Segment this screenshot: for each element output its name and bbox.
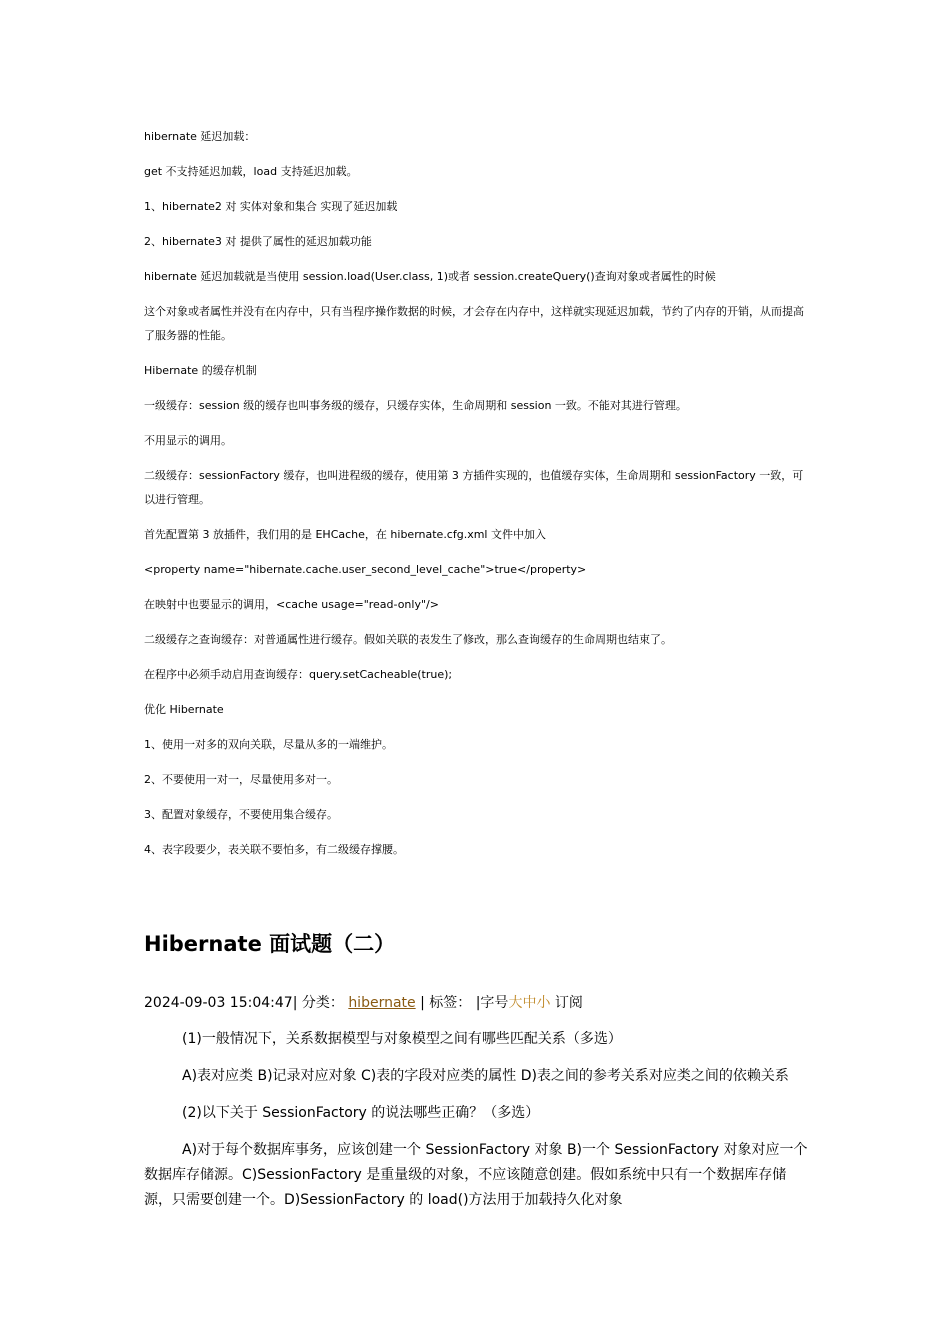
meta-date: 2024-09-03 15:04:47| <box>144 995 298 1011</box>
text-line: 1、hibernate2 对 实体对象和集合 实现了延迟加载 <box>144 200 398 213</box>
list-item: 2、不要使用一对一，尽量使用多对一。 <box>144 773 338 786</box>
text-line: 这个对象或者属性并没有在内存中，只有当程序操作数据的时候，才会存在内存中，这样就实现延迟加载，节约了内存的开销，从而提高了服务器的性能。 <box>144 305 804 342</box>
subscribe-link[interactable]: 订阅 <box>554 995 583 1011</box>
text-line: hibernate 延迟加载： <box>144 130 256 143</box>
text-line: 首先配置第 3 放插件，我们用的是 EHCache，在 hibernate.cfg.xml 文件中加入 <box>144 528 546 541</box>
text-line: 二级缓存之查询缓存：对普通属性进行缓存。假如关联的表发生了修改，那么查询缓存的生命周期也结束了。 <box>144 633 672 646</box>
text-line: hibernate 延迟加载就是当使用 session.load(User.class, 1)或者 session.createQuery()查询对象或者属性的时候 <box>144 270 716 283</box>
text-line: 在映射中也要显示的调用，<cache usage="read-only"/> <box>144 598 439 611</box>
article-meta <box>144 991 583 1015</box>
section-heading: Hibernate 的缓存机制 <box>144 364 257 377</box>
text-line: 2、hibernate3 对 提供了属性的延迟加载功能 <box>144 235 372 248</box>
list-item: 4、表字段要少，表关联不要怕多，有二级缓存撑腰。 <box>144 843 404 856</box>
meta-category-label: 分类： <box>301 995 344 1011</box>
font-size-medium-link[interactable]: 中 <box>522 995 537 1011</box>
text-line: 二级缓存：sessionFactory 缓存，也叫进程级的缓存，使用第 3 方插件实现的，也值缓存实体，生命周期和 sessionFactory 一致，可以进行管理。 <box>144 469 804 506</box>
article-paragraph: A)对于每个数据库事务，应该创建一个 SessionFactory 对象 B)一个 SessionFactory 对象对应一个数据库存储源。C)SessionFactory 是重量级的对象，不应该随意创建。假如系统中只有一个数据库存储源，只需要创建一个。D)SessionFactory 的 load()方法用于加载持久化对象 <box>144 1142 808 1208</box>
article-title: Hibernate 面试题（二） <box>144 932 396 956</box>
list-item: 3、配置对象缓存，不要使用集合缓存。 <box>144 808 338 821</box>
text-line: 不用显示的调用。 <box>144 434 232 447</box>
meta-separator: | <box>420 995 425 1011</box>
meta-font-label: |字号 <box>475 995 509 1011</box>
article-paragraph: A)表对应类 B)记录对应对象 C)表的字段对应类的属性 D)表之间的参考关系对应类之间的依赖关系 <box>182 1068 789 1084</box>
list-item: 1、使用一对多的双向关联，尽量从多的一端维护。 <box>144 738 393 751</box>
font-size-large-link[interactable]: 大 <box>508 995 523 1011</box>
meta-tags-label: 标签： <box>429 995 472 1011</box>
article-paragraph: (1)一般情况下，关系数据模型与对象模型之间有哪些匹配关系（多选） <box>182 1031 622 1047</box>
code-line: <property name="hibernate.cache.user_second_level_cache">true</property> <box>144 563 587 576</box>
section-heading: 优化 Hibernate <box>144 703 224 716</box>
font-size-small-link[interactable]: 小 <box>536 995 551 1011</box>
text-line: get 不支持延迟加载，load 支持延迟加载。 <box>144 165 358 178</box>
text-line: 在程序中必须手动启用查询缓存：query.setCacheable(true); <box>144 668 453 681</box>
category-link[interactable]: hibernate <box>348 995 416 1011</box>
text-line: 一级缓存：session 级的缓存也叫事务级的缓存，只缓存实体，生命周期和 session 一致。不能对其进行管理。 <box>144 399 687 412</box>
article-paragraph: (2)以下关于 SessionFactory 的说法哪些正确？（多选） <box>182 1105 540 1121</box>
